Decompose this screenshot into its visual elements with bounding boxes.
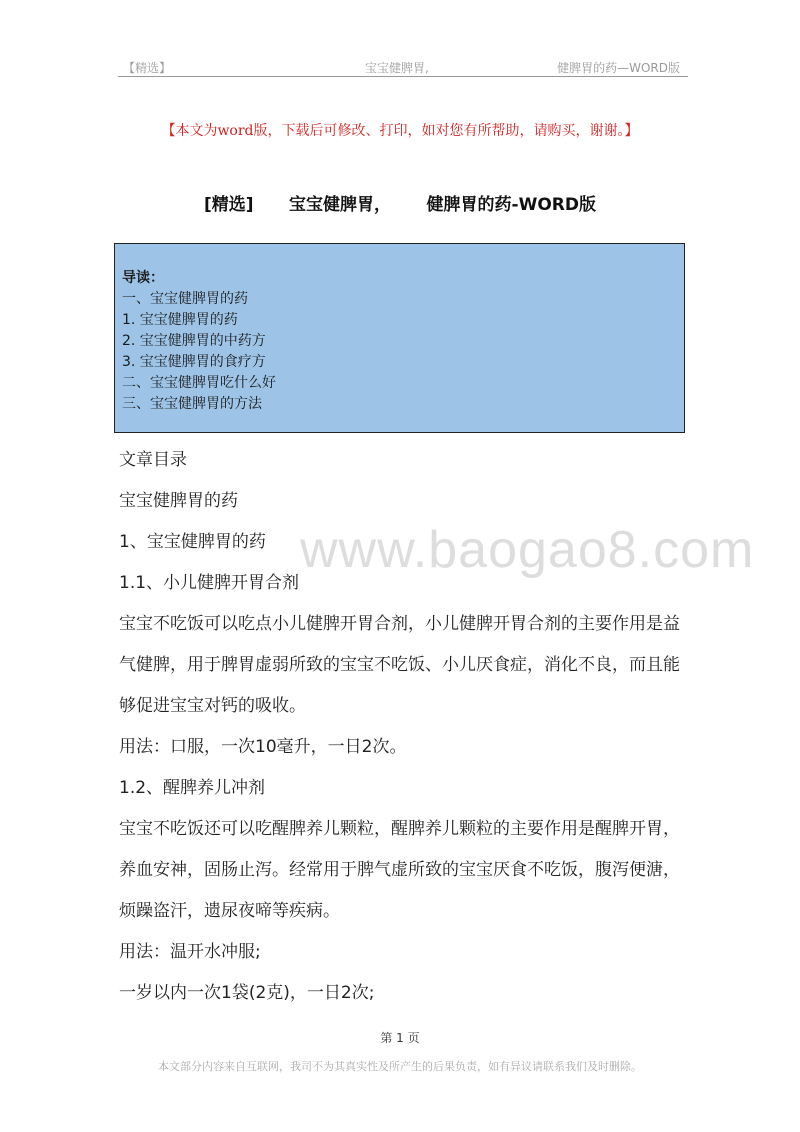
guide-box (114, 243, 685, 433)
header-left-text: 【精选】 (123, 61, 172, 75)
guide-item: 3. 宝宝健脾胃的食疗方 (122, 354, 266, 370)
page-footer: 本文部分内容来自互联网，我司不为其真实性及所产生的后果负责，如有异议请联系我们及时删除。 (158, 1060, 642, 1073)
paragraph: 宝宝不吃饭还可以吃醒脾养儿颗粒，醒脾养儿颗粒的主要作用是醒脾开胃，养血安神，固肠止泻。经常用于脾气虚所致的宝宝厌食不吃饭，腹泻便溏，烦躁盗汗，遗尿夜啼等疾病。 (119, 819, 680, 921)
subsection-heading: 1.2、醒脾养儿冲剂 (119, 778, 266, 798)
usage-line: 用法：口服，一次10毫升，一日2次。 (119, 737, 407, 757)
guide-item: 一、宝宝健脾胃的药 (122, 291, 248, 307)
header-right-text: 健脾胃的药—WORD版 (557, 61, 680, 75)
usage-line: 一岁以内一次1袋(2克)，一日2次; (119, 983, 375, 1003)
watermark-logo: www.baogao8.com (300, 521, 755, 579)
page-header (118, 56, 688, 77)
header-center-text: 宝宝健脾胃, (365, 61, 429, 75)
guide-item: 1. 宝宝健脾胃的药 (122, 312, 238, 328)
toc-heading: 文章目录 (119, 450, 187, 470)
usage-line: 用法：温开水冲服; (119, 942, 261, 962)
subsection-heading: 1.1、小儿健脾开胃合剂 (119, 573, 300, 593)
article-body (119, 440, 689, 1014)
document-title: [精选] 宝宝健脾胃， 健脾胃的药-WORD版 (203, 195, 597, 215)
guide-item: 二、宝宝健脾胃吃什么好 (122, 375, 276, 391)
section-heading: 宝宝健脾胃的药 (119, 491, 238, 511)
guide-item: 三、宝宝健脾胃的方法 (122, 396, 262, 412)
guide-item: 2. 宝宝健脾胃的中药方 (122, 333, 266, 349)
section-heading: 1、宝宝健脾胃的药 (119, 532, 266, 552)
paragraph: 宝宝不吃饭可以吃点小儿健脾开胃合剂，小儿健脾开胃合剂的主要作用是益气健脾，用于脾胃虚弱所致的宝宝不吃饭、小儿厌食症，消化不良，而且能够促进宝宝对钙的吸收。 (119, 614, 680, 716)
guide-label: 导读： (122, 270, 164, 286)
download-notice: 【本文为word版，下载后可修改、打印，如对您有所帮助，请购买，谢谢。】 (161, 123, 639, 139)
page-number: 第 1 页 (380, 1031, 420, 1045)
